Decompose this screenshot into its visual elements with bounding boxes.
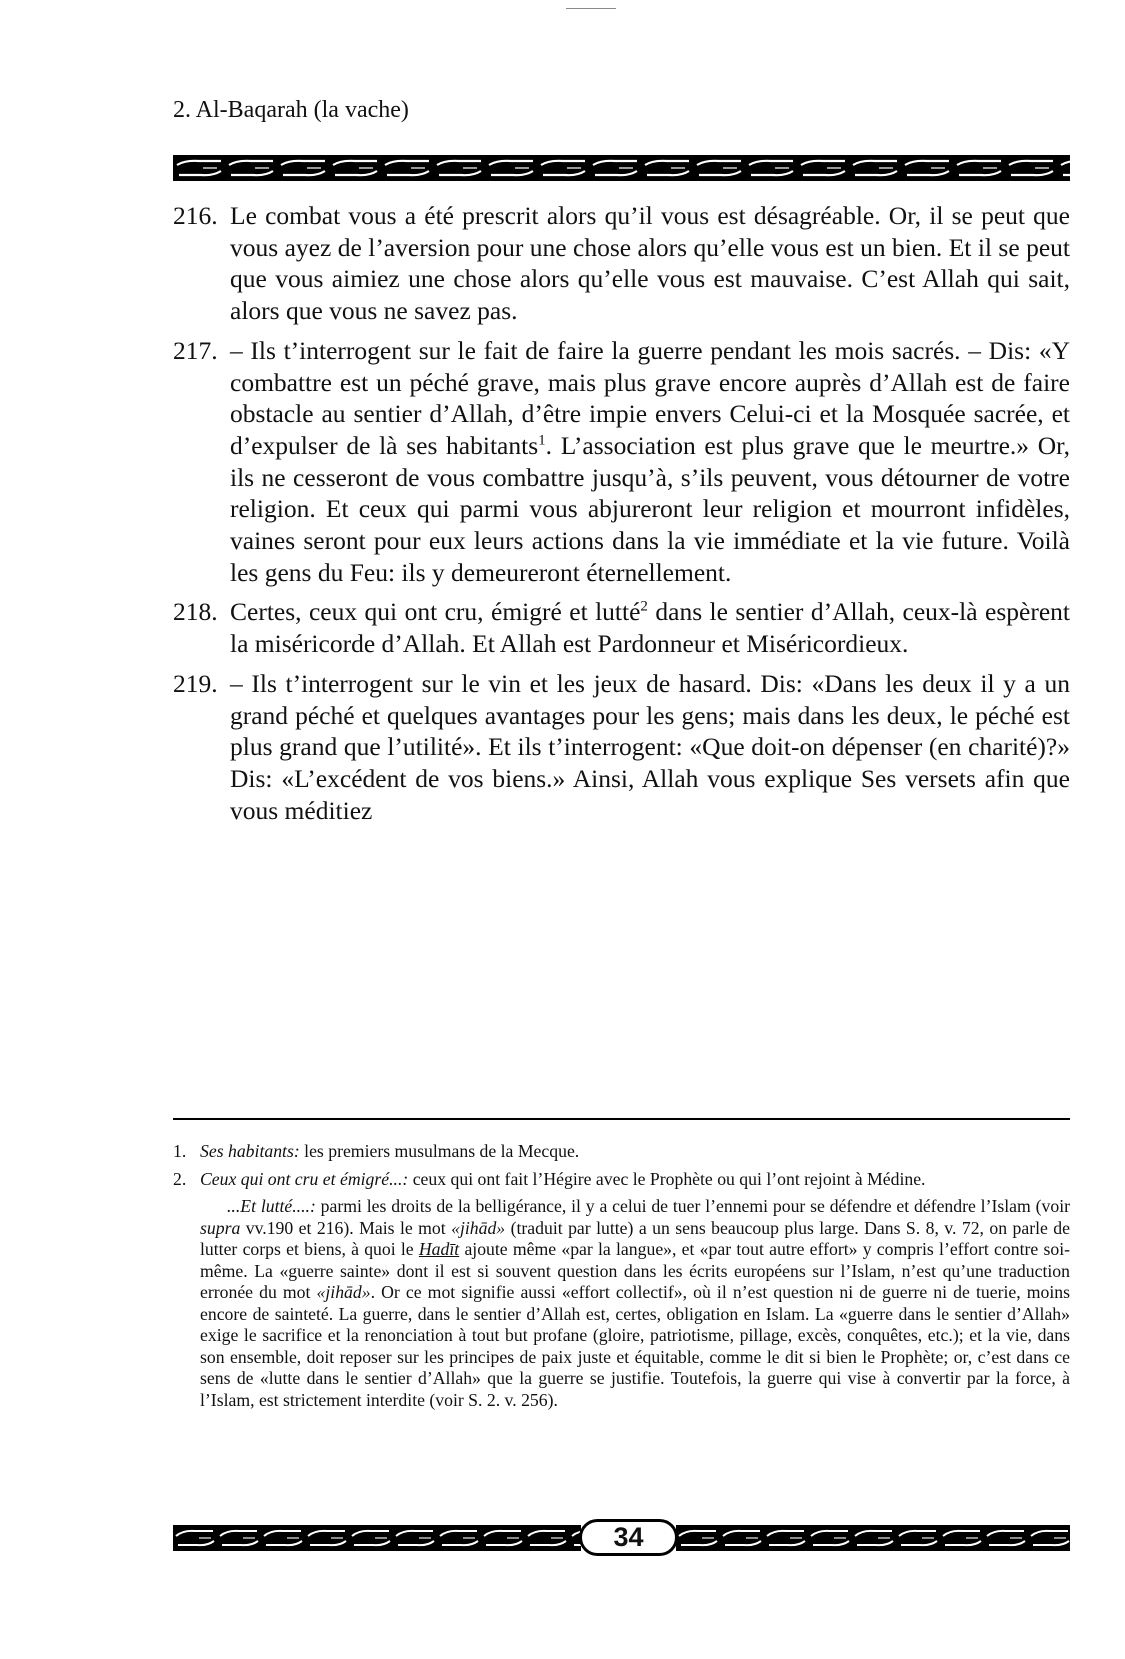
footnote-text: parmi les droits de la belligérance, il y a celui de tuer l’ennemi pour se défendre et défendre l’Islam (voir [315,1196,1070,1216]
footnote-ref-1: 1 [538,432,546,449]
footnote-italic: supra [200,1217,241,1238]
footnote-italic: Hadīt [418,1239,460,1259]
ornamental-band-bottom-right [676,1525,1070,1551]
footnote-divider [173,1118,1070,1120]
running-head: 2. Al-Baqarah (la vache) [173,97,409,123]
footnote-text: les premiers musulmans de la Mecque. [299,1141,580,1161]
verse-text [230,335,1070,589]
footnote-number: 2. [173,1168,187,1189]
footnote-term: ...Et lutté....: [227,1196,316,1216]
verse-text-part: – Ils t’interrogent sur le fait de faire la guerre pendant les mois sacrés. – Dis: «Y combattre est un péché grave, mais plus grave encore auprès d’Allah est de faire obstacle au sentier d’Allah, d’être impie envers Celui-ci et la Mosquée sacrée, et d’expulser de là ses habitants [230,335,1070,460]
verse-text-part: Certes, ceux qui ont cru, émigré et lutté [230,597,641,627]
verse-217 [173,335,1070,589]
chain-ornament [676,1525,1070,1551]
footnote-text: vv.190 et 216). Mais le mot [240,1217,452,1238]
footnote-2-continuation [200,1196,1070,1411]
verse-218 [173,596,1070,659]
verse-number: 219. [173,668,218,698]
verses-block [173,200,1070,834]
footnote-term: Ceux qui ont cru et émigré...: [200,1168,409,1189]
footnote-term: Ses habitants: [200,1141,300,1161]
chain-ornament [173,1525,581,1551]
footnote-text: . Or ce mot signifie aussi «effort collectif», où il n’est question ni de guerre ni de tuerie, moins encore de sainteté. La guerre, dans le sentier d’Allah est, certes, obligation en Islam. La «guerre dans le sentier d’Allah» exige le sacrifice et la renonciation à tout but profane (gloire, patriotisme, pillage, excès, conquêtes, etc.); et la vie, dans son ensemble, doit reposer sur les principes de paix juste et équitable, comme le dit si bien le Prophète; or, c’est dans ce sens de «lutte dans le sentier d’Allah» que la guerre se justifie. Toutefois, la guerre qui vise à convertir par la force, à l’Islam, est strictement interdite (voir S. 2. v. 256). [200,1282,1070,1410]
footnote-text: ceux qui ont fait l’Hégire avec le Prophète ou qui l’ont rejoint à Médine. [408,1168,926,1189]
verse-219 [173,668,1070,827]
footnote-body [200,1141,1070,1163]
ornamental-band-bottom-left [173,1525,581,1551]
footnote-italic: «jihād» [316,1282,371,1302]
footnote-2 [173,1169,1070,1191]
verse-216 [173,200,1070,327]
verse-number: 216. [173,201,218,230]
verse-text-part: . L’association est plus grave que le meurtre.» Or, ils ne cesseront de vous combattre jusqu’à, s’ils peuvent, vous détourner de votre religion. Et ceux qui parmi vous abjureront leur religion et mourront infidèles, vaines seront pour eux leurs actions dans la vie immédiate et la vie future. Voilà les gens du Feu: ils y demeureront éternellement. [230,430,1070,587]
page-number: 34 [579,1519,678,1556]
footnote-text: ajoute même «par la langue», et «par tout autre effort» y compris l’effort contre soi-même. La «guerre sainte» dont il est si souvent question dans les écrits européens sur l’Islam, n’est qu’une traduction erronée du mot [200,1239,1070,1302]
verse-number: 218. [173,597,218,627]
verse-text-part: dans le sentier d’Allah, ceux-là espèrent la miséricorde d’Allah. Et Allah est Pardonneur et Miséricordieux. [230,597,1070,659]
verse-number: 217. [173,335,218,365]
footnote-ref-2: 2 [640,598,648,615]
footnotes-block [173,1141,1070,1411]
footnote-body [200,1169,1070,1191]
footnote-text: (traduit par lutte) a un sens beaucoup plus large. Dans S. 8, v. 72, on parle de lutter corps et biens, à quoi le [200,1217,1070,1259]
verse-text: Le combat vous a été prescrit alors qu’il vous est désagréable. Or, il se peut que vous ayez de l’aversion pour une chose alors qu’elle vous est un bien. Et il se peut que vous aimiez une chose alors qu’elle vous est mauvaise. C’est Allah qui sait, alors que vous ne savez pas. [230,201,1070,326]
chain-ornament [173,155,1070,181]
footnote-number: 1. [173,1141,187,1161]
top-scan-mark [566,8,616,9]
footnote-italic: «jihād» [451,1217,506,1238]
verse-text [230,596,1070,659]
ornamental-band-top [173,155,1070,181]
verse-text: – Ils t’interrogent sur le vin et les jeux de hasard. Dis: «Dans les deux il y a un grand péché et quelques avantages pour les gens; mais dans les deux, le péché est plus grand que l’utilité». Et ils t’interrogent: «Que doit-on dépenser (en charité)?» Dis: «L’excédent de vos biens.» Ainsi, Allah vous explique Ses versets afin que vous méditiez [230,668,1070,825]
footnote-1 [173,1141,1070,1163]
